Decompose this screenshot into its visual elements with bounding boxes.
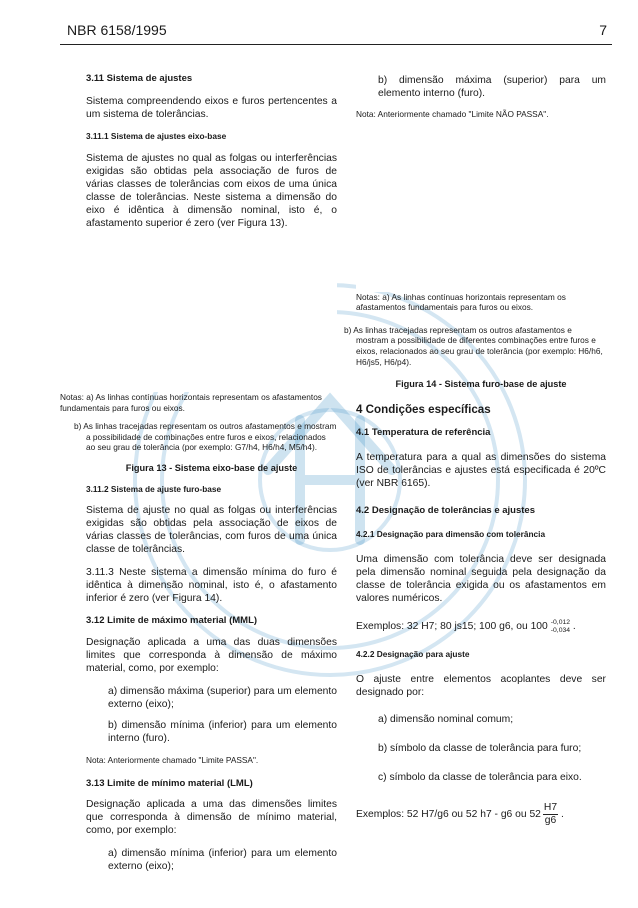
section-3-13-item-a: a) dimensão mínima (inferior) para um elemento externo (eixo); bbox=[108, 847, 337, 872]
section-4-1-heading: 4.1 Temperatura de referência bbox=[356, 427, 491, 439]
example-2-text: Exemplos: 52 H7/g6 ou 52 h7 - g6 ou 52 bbox=[356, 809, 541, 821]
section-4-2-2-item-b: b) símbolo da classe de tolerância para furo; bbox=[378, 743, 582, 755]
example-2 bbox=[356, 802, 606, 827]
section-3-12-item-a: a) dimensão máxima (superior) para um elemento externo (eixo); bbox=[108, 685, 337, 710]
right-column bbox=[344, 58, 606, 827]
section-3-11-text: Sistema compreendendo eixos e furos pertencentes a um sistema de tolerâncias. bbox=[86, 96, 337, 120]
example-1-text: Exemplos: 32 H7; 80 js15; 100 g6, ou 100 bbox=[356, 621, 548, 633]
section-4-2-2-heading: 4.2.2 Designação para ajuste bbox=[356, 649, 470, 660]
example-2-hole-class: H7 bbox=[543, 802, 558, 814]
section-3-12-text: Designação aplicada a uma das duas dimensões limites que corresponda à dimensão de máximo material, como, por exemplo: bbox=[86, 636, 337, 674]
section-3-13-heading: 3.13 Limite de mínimo material (LML) bbox=[86, 777, 253, 789]
example-2-shaft-class: g6 bbox=[544, 815, 557, 827]
figure-13-note-b: b) As linhas tracejadas representam os outros afastamentos e mostram a possibilidade de combinações entre furos e eixos, relacionados ao seu grau de tolerância (por exemplo: G7/h4, H6/h4, M5/h4). bbox=[74, 421, 337, 453]
left-column bbox=[60, 58, 337, 873]
example-2-fit-fraction bbox=[543, 802, 558, 827]
section-4-2-2-text: O ajuste entre elementos acoplantes deve ser designado por: bbox=[356, 674, 606, 699]
section-3-11-heading: 3.11 Sistema de ajustes bbox=[86, 73, 193, 84]
section-4-2-1-heading: 4.2.1 Designação para dimensão com tolerância bbox=[356, 529, 546, 540]
example-1-tolerance bbox=[551, 619, 570, 634]
section-4-2-2-item-c: c) símbolo da classe de tolerância para eixo. bbox=[378, 772, 582, 784]
page-header bbox=[0, 0, 638, 52]
figure-14-caption: Figura 14 - Sistema furo-base de ajuste bbox=[395, 379, 567, 390]
standard-id: NBR 6158/1995 bbox=[67, 22, 167, 38]
section-3-13-note: Nota: Anteriormente chamado "Limite NÃO PASSA". bbox=[356, 109, 549, 119]
section-3-11-2-text: Sistema de ajuste no qual as folgas ou interferências exigidas são obtidas pela associação de eixos de várias classes de tolerâncias, com furos de uma única classe de tolerâncias. bbox=[86, 504, 337, 555]
section-4-2-heading: 4.2 Designação de tolerâncias e ajustes bbox=[356, 505, 536, 517]
example-1 bbox=[356, 619, 606, 634]
section-4-1-text: A temperatura para a qual as dimensões do sistema ISO de tolerâncias e ajustes está especificada é 20ºC (ver NBR 6165). bbox=[356, 452, 606, 490]
figure-13-caption: Figura 13 - Sistema eixo-base de ajuste bbox=[125, 462, 298, 473]
example-1-lower-deviation: -0,034 bbox=[550, 626, 571, 634]
section-3-11-3-text: 3.11.3 Neste sistema a dimensão mínima do furo é idêntica à dimensão nominal, isto é, o afastamento inferior é zero (ver Figura 14). bbox=[86, 566, 337, 604]
section-3-13-item-b: b) dimensão máxima (superior) para um elemento interno (furo). bbox=[378, 75, 606, 99]
section-3-11-1-text: Sistema de ajustes no qual as folgas ou interferências exigidas são obtidas pela associação de furos de várias classes de tolerâncias com eixos de uma única classe de tolerâncias. Neste sistema a dimensão do eixo é idêntica à dimensão nominal, isto é, o afastamento superior é zero (ver Figura 13). bbox=[86, 153, 337, 229]
section-4-2-2-item-a: a) dimensão nominal comum; bbox=[378, 714, 514, 726]
example-1-end: . bbox=[572, 621, 576, 633]
example-2-end: . bbox=[560, 809, 564, 821]
section-4-2-1-text: Uma dimensão com tolerância deve ser designada pela dimensão nominal seguida pela designação da classe de tolerância exigida ou os afastamentos em valores numéricos. bbox=[356, 554, 606, 605]
section-3-12-note: Nota: Anteriormente chamado "Limite PASSA". bbox=[86, 754, 259, 765]
section-3-11-2-heading: 3.11.2 Sistema de ajuste furo-base bbox=[86, 483, 222, 494]
page-number: 7 bbox=[599, 22, 607, 38]
header-rule bbox=[60, 44, 612, 45]
figure-14-note-b: b) As linhas tracejadas representam os outros afastamentos e mostram a possibilidade de diferentes combinações entre furos e eixos, relacionados ao seu grau de tolerância (por exemplo: H6/h6, H6/js5, H6/p4). bbox=[344, 324, 603, 367]
section-3-13-text: Designação aplicada a uma das dimensões limites que corresponda à dimensão de mínimo material, como, por exemplo: bbox=[86, 798, 337, 836]
example-1-upper-deviation: -0,012 bbox=[550, 619, 571, 627]
section-4-heading: 4 Condições específicas bbox=[356, 403, 491, 417]
figure-13-note-a: Notas: a) As linhas contínuas horizontais representam os afastamentos fundamentais para furos ou eixos. bbox=[60, 392, 322, 413]
section-3-11-1-heading: 3.11.1 Sistema de ajustes eixo-base bbox=[86, 131, 227, 141]
section-3-12-item-b: b) dimensão mínima (inferior) para um elemento interno (furo). bbox=[108, 719, 337, 744]
figure-14-note-a: Notas: a) As linhas contínuas horizontais representam os afastamentos fundamentais para furos ou eixos. bbox=[356, 291, 566, 313]
section-3-12-heading: 3.12 Limite de máximo material (MML) bbox=[86, 614, 258, 626]
